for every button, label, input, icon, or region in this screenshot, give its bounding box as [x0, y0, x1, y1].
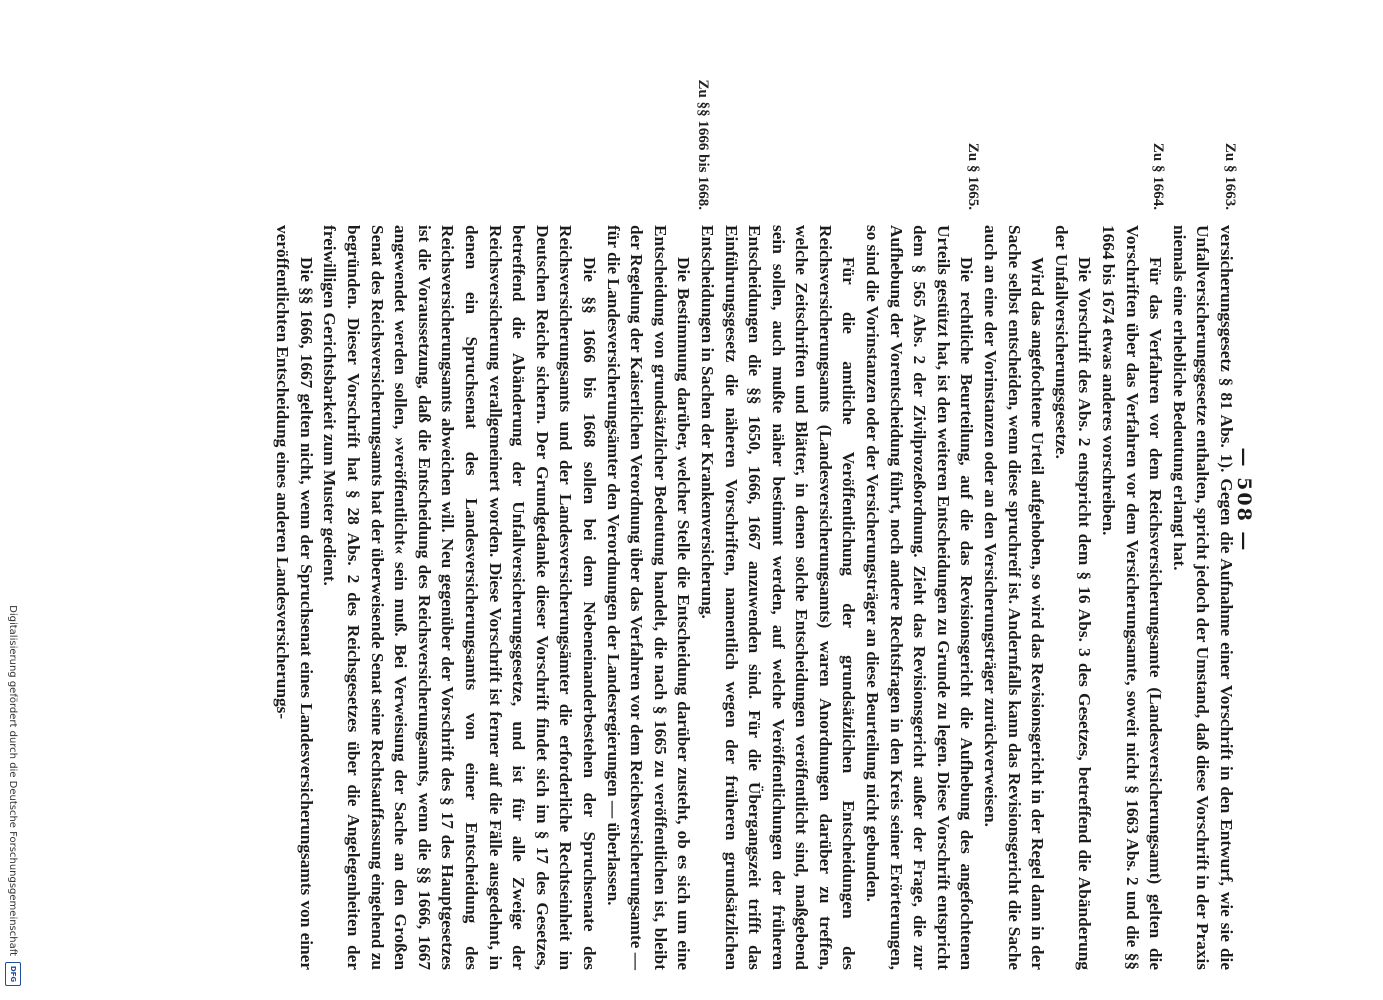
body-text [271, 225, 1238, 970]
margin-note-1664: Zu § 1664. [1150, 142, 1166, 210]
digitization-credit-bar [0, 0, 26, 1000]
paragraph: Die §§ 1666 bis 1668 sollen bei dem Nebeneinanderbestehen der Spruchsenate des Reichsversicherungsamts und der Landesversicherungsämter die erforderliche Rechtseinheit im Deutschen Reiche sichern. Der Grundgedanke dieser Vorschrift findet sich im § 17 des Gesetzes, betreffend die Abänderung der Unfallversicherungsgesetze, und ist für alle Zweige der Reichsversicherung verallgemeinert worden. Diese Vorschrift ist ferner auf die Fälle ausgedehnt, in denen ein Spruchsenat des Landesversicherungsamts von einer Entscheidung des Reichsversicherungsamts abweichen will. Neu gegenüber der Vorschrift des § 17 des Hauptgesetzes ist die Voraussetzung, daß die Entscheidung des Reichsversicherungsamts, wenn die §§ 1666, 1667 angewendet werden sollen, »veröffentlicht« sein muß. Bei Verweisung der Sache an den Großen Senat des Reichsversicherungsamts hat der überweisende Senat seine Rechtsauffassung eingehend zu begründen. Dieser Vorschrift hat § 28 Abs. 2 des Reichsgesetzes über die Angelegenheiten der freiwilligen Gerichtsbarkeit zum Muster gedient. [320, 225, 599, 970]
paragraph: versicherungsgesetz § 81 Abs. 1). Gegen die Aufnahme einer Vorschrift in den Entwurf, wie sie die Unfallversicherungsgesetze enthalten, spricht jedoch der Umstand, daß diese Vorschrift in der Praxis niemals eine erhebliche Bedeutung erlangt hat. [1169, 225, 1236, 970]
margin-note-1665: Zu § 1665. [965, 142, 981, 210]
dfg-logo: DFG [5, 962, 21, 986]
paragraph: Für die amtliche Veröffentlichung der grundsätzlichen Entscheidungen des Reichsversicherungsamts (Landesversicherungsamts) waren Anordnungen darüber zu treffen, welche Zeitschriften und Blätter, in denen solche Entscheidungen veröffentlicht sind, maßgebend sein sollen, auch mußte näher bestimmt werden, auf welche Veröffentlichungen der früheren Entscheidungen die §§ 1650, 1666, 1667 anzuwenden sind. Für die Übergangszeit trifft das Einführungsgesetz die näheren Vorschriften, namentlich wegen der früheren grundsätzlichen Entscheidungen in Sachen der Krankenversicherung. [697, 225, 859, 970]
digitization-credit: Digitalisierung gefördert durch die Deutsche Forschungsgemeinschaft [7, 605, 19, 956]
paragraph: Wird das angefochtene Urteil aufgehoben, so wird das Revisionsgericht in der Regel dann in der Sache selbst entscheiden, wenn diese spruchreif ist. Andernfalls kann das Revisionsgericht die Sache auch an eine der Vorinstanzen oder an den Versicherungsträger zurückverweisen. [981, 225, 1048, 970]
margin-note-1663: Zu § 1663. [1222, 142, 1238, 210]
paragraph: Die rechtliche Beurteilung, auf die das Revisionsgericht die Aufhebung des angefochtenen Urteils gestützt hat, ist den weiteren Entscheidungen zu Grunde zu legen. Diese Vorschrift entspricht dem § 565 Abs. 2 der Zivilprozeßordnung. Zieht das Revisionsgericht außer der Frage, die zur Aufhebung der Vorentscheidung führt, noch andere Rechtsfragen in den Kreis seiner Erörterungen, so sind die Vorinstanzen oder der Versicherungsträger an diese Beurteilung nicht gebunden. [863, 225, 977, 970]
paragraph: Für das Verfahren vor dem Reichsversicherungsamte (Landesversicherungsamt) gelten die Vorschriften über das Verfahren vor dem Versicherungsamte, soweit nicht § 1663 Abs. 2 und die §§ 1664 bis 1674 etwas anderes vorschreiben. [1099, 225, 1166, 970]
margin-note-1666-1668: Zu §§ 1666 bis 1668. [695, 79, 711, 210]
paragraph: Die §§ 1666, 1667 gelten nicht, wenn der Spruchsenat eines Landesversicherungsamts von einer veröffentlichten Entscheidung eines anderen Landesversicherungs- [273, 225, 316, 970]
page-number: — 508 — [1233, 447, 1255, 553]
paragraph: Die Bestimmung darüber, welcher Stelle die Entscheidung darüber zusteht, ob es sich um eine Entscheidung von grundsätzlicher Bedeutung handelt, die nach § 1665 zu veröffentlichen ist, bleibt der Regelung der Kaiserlichen Verordnung über das Verfahren vor dem Reichsversicherungsamte — für die Landesversicherungsämter den Verordnungen der Landesregierungen — überlassen. [603, 225, 694, 970]
paragraph: Die Vorschrift des Abs. 2 entspricht dem § 16 Abs. 3 des Gesetzes, betreffend die Abänderung der Unfallversicherungsgesetze. [1051, 225, 1095, 970]
